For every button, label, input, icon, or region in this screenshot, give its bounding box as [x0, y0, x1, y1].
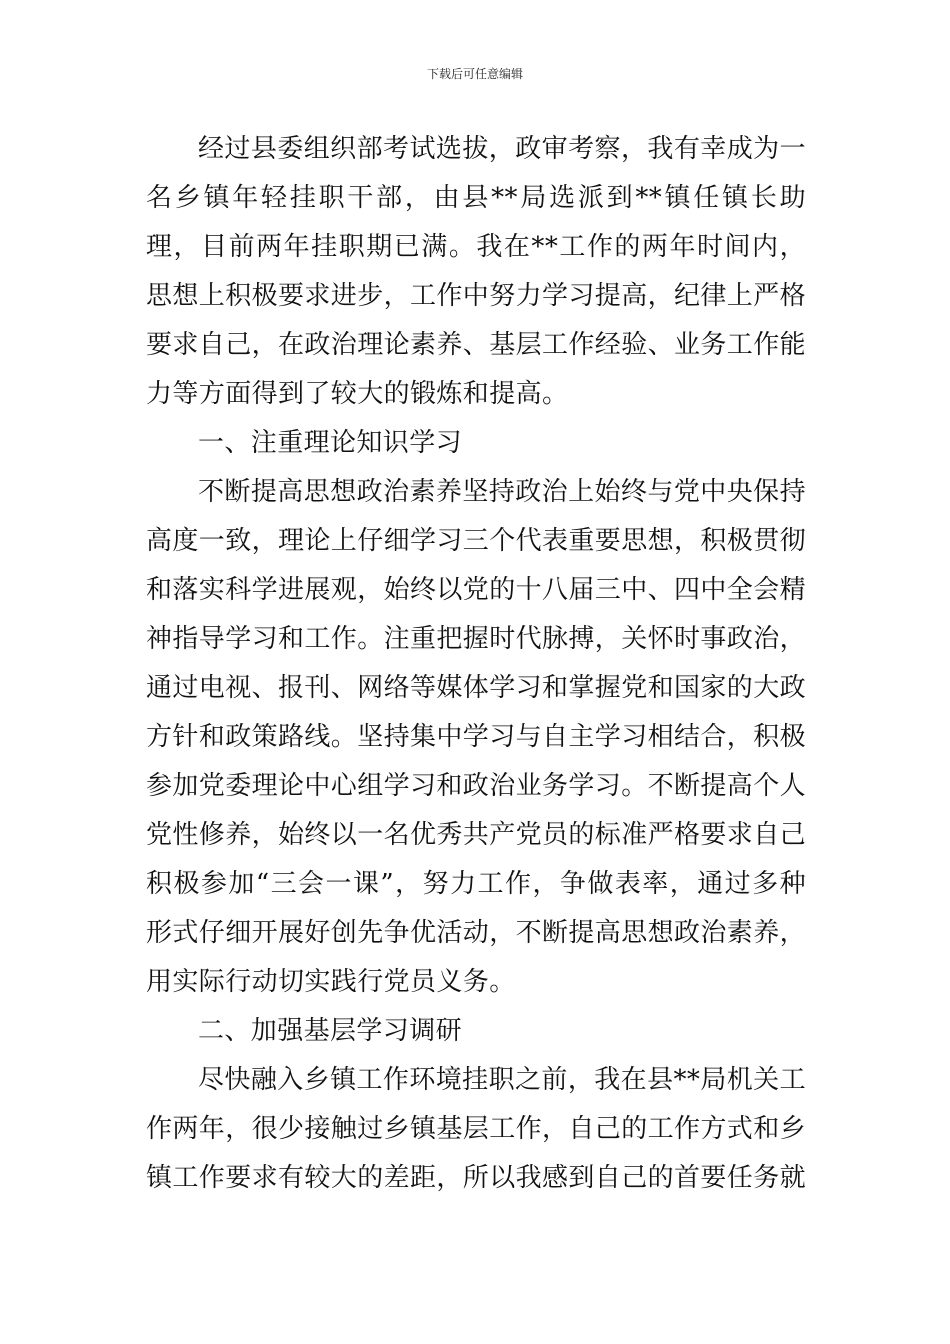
header-note: 下载后可任意编辑: [426, 67, 523, 81]
section-2-paragraph: 尽快融入乡镇工作环境挂职之前，我在县**局机关工作两年，很少接触过乡镇基层工作，自己的工作方式和乡镇工作要求有较大的差距，所以我感到自己的首要任务就: [146, 1065, 807, 1193]
document-body: [146, 125, 806, 1203]
section-1-paragraph: 不断提高思想政治素养坚持政治上始终与党中央保持高度一致，理论上仔细学习三个代表重要思想，积极贯彻和落实科学进展观，始终以党的十八届三中、四中全会精神指导学习和工作。注重把握时代脉搏，关怀时事政治，通过电视、报刊、网络等媒体学习和掌握党和国家的大政方针和政策路线。坚持集中学习与自主学习相结合，积极参加党委理论中心组学习和政治业务学习。不断提高个人党性修养，始终以一名优秀共产党员的标准严格要求自己积极参加“三会一课”，努力工作，争做表率，通过多种形式仔细开展好创先争优活动，不断提高思想政治素养，用实际行动切实践行党员义务。: [146, 477, 807, 997]
section-2-heading: 二、加强基层学习调研: [198, 1016, 463, 1046]
section-1-heading: 一、注重理论知识学习: [198, 428, 463, 458]
intro-paragraph: 经过县委组织部考试选拔，政审考察，我有幸成为一名乡镇年轻挂职干部，由县**局选派到**镇任镇长助理，目前两年挂职期已满。我在**工作的两年时间内，思想上积极要求进步，工作中努力学习提高，纪律上严格要求自己，在政治理论素养、基层工作经验、业务工作能力等方面得到了较大的锻炼和提高。: [146, 134, 807, 409]
